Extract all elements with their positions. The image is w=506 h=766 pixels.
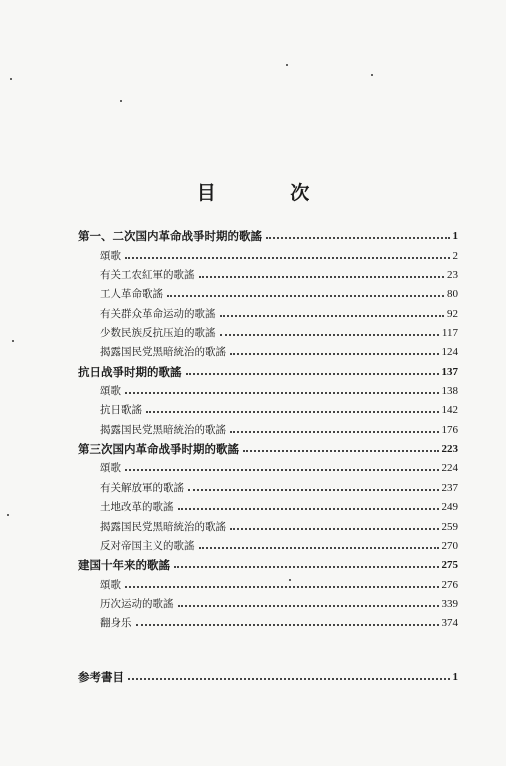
toc-entry-page: 339 <box>441 597 458 610</box>
toc-entry-page: 259 <box>441 520 458 533</box>
toc-subsection-entry[interactable] <box>78 534 458 553</box>
toc-entry-label: 反对帝国主义的歌謠 <box>100 539 195 552</box>
dot-leader <box>128 678 450 680</box>
toc-section-entry[interactable] <box>78 553 458 572</box>
toc-section-entry[interactable] <box>78 224 458 243</box>
toc-section-entry[interactable] <box>78 437 458 456</box>
dot-leader <box>230 353 439 355</box>
dot-leader <box>220 315 445 317</box>
toc-entry-label: 頌歌 <box>100 249 121 262</box>
toc-entry-page: 275 <box>441 559 458 572</box>
toc-subsection-entry[interactable] <box>78 321 458 340</box>
toc-entry-page: 1 <box>452 671 458 684</box>
toc-entry-label: 頌歌 <box>100 578 121 591</box>
dot-leader <box>125 469 439 471</box>
dot-leader <box>125 392 439 394</box>
toc-entry-label: 抗日歌謠 <box>100 404 142 417</box>
toc-subsection-entry[interactable] <box>78 398 458 417</box>
toc-subsection-entry[interactable] <box>78 495 458 514</box>
toc-entry-label: 揭露国民党黑暗統治的歌謠 <box>100 423 226 436</box>
toc-subsection-entry[interactable] <box>78 592 458 611</box>
dot-leader <box>136 624 439 626</box>
toc-subsection-entry[interactable] <box>78 340 458 359</box>
dot-leader <box>199 276 445 278</box>
toc-entry-label: 揭露国民党黑暗統治的歌謠 <box>100 346 226 359</box>
toc-entry-label: 有关解放軍的歌謠 <box>100 481 184 494</box>
toc-entry-page: 237 <box>441 481 458 494</box>
toc-entry-label: 少数民族反抗压迫的歌謠 <box>100 327 216 340</box>
toc-entry-label: 工人革命歌謠 <box>100 288 163 301</box>
toc-entry-label: 建国十年来的歌謠 <box>78 558 170 573</box>
references-entry[interactable] <box>78 665 458 684</box>
toc-subsection-entry[interactable] <box>78 263 458 282</box>
toc-entry-page: 124 <box>441 346 458 359</box>
toc-entry-label: 第三次国内革命战爭时期的歌謠 <box>78 442 239 457</box>
toc-entry-label: 有关工农紅軍的歌謠 <box>100 269 195 282</box>
toc-subsection-entry[interactable] <box>78 456 458 475</box>
toc-entry-label: 揭露国民党黑暗統治的歌謠 <box>100 520 226 533</box>
dot-leader <box>146 411 439 413</box>
toc-entry-page: 23 <box>447 269 458 282</box>
toc-entry-page: 142 <box>441 404 458 417</box>
dot-leader <box>230 431 439 433</box>
toc-subsection-entry[interactable] <box>78 417 458 436</box>
scan-speck <box>120 100 122 102</box>
toc-entry-page: 2 <box>452 249 458 262</box>
dot-leader <box>220 334 439 336</box>
dot-leader <box>230 528 439 530</box>
scan-speck <box>7 514 9 516</box>
toc-entry-page: 92 <box>447 307 458 320</box>
dot-leader <box>266 237 450 239</box>
toc-subsection-entry[interactable] <box>78 243 458 262</box>
table-of-contents <box>78 224 458 630</box>
toc-entry-label: 历次运动的歌謠 <box>100 597 174 610</box>
dot-leader <box>243 450 439 452</box>
dot-leader <box>174 566 439 568</box>
toc-entry-page: 249 <box>441 501 458 514</box>
toc-entry-page: 374 <box>441 617 458 630</box>
dot-leader <box>178 508 439 510</box>
toc-entry-label: 参考書目 <box>78 670 124 685</box>
toc-entry-page: 224 <box>441 462 458 475</box>
dot-leader <box>199 547 439 549</box>
toc-subsection-entry[interactable] <box>78 475 458 494</box>
toc-entry-page: 270 <box>441 539 458 552</box>
page-title: 目 次 <box>196 182 344 204</box>
dot-leader <box>178 605 439 607</box>
toc-entry-label: 有关群众革命运动的歌謠 <box>100 307 216 320</box>
toc-subsection-entry[interactable] <box>78 572 458 591</box>
toc-entry-page: 276 <box>441 578 458 591</box>
toc-subsection-entry[interactable] <box>78 282 458 301</box>
toc-entry-page: 80 <box>447 288 458 301</box>
scan-speck <box>10 78 12 80</box>
toc-entry-page: 117 <box>441 327 458 340</box>
dot-leader <box>186 373 439 375</box>
dot-leader <box>125 257 450 259</box>
toc-entry-label: 第一、二次国内革命战爭时期的歌謠 <box>78 229 262 244</box>
toc-entry-label: 翻身乐 <box>100 617 132 630</box>
toc-subsection-entry[interactable] <box>78 301 458 320</box>
toc-entry-page: 176 <box>441 423 458 436</box>
toc-entry-page: 1 <box>452 230 458 243</box>
scan-speck <box>12 340 14 342</box>
toc-entry-label: 抗日战爭时期的歌謠 <box>78 364 182 379</box>
toc-subsection-entry[interactable] <box>78 611 458 630</box>
toc-entry-page: 223 <box>441 443 458 456</box>
scan-speck <box>371 74 373 76</box>
scan-speck <box>286 64 288 66</box>
toc-section-entry[interactable] <box>78 359 458 378</box>
dot-leader <box>125 586 439 588</box>
toc-entry-label: 頌歌 <box>100 385 121 398</box>
toc-entry-page: 138 <box>441 385 458 398</box>
toc-entry-label: 土地改革的歌謠 <box>100 501 174 514</box>
scan-speck <box>289 579 291 581</box>
toc-entry-page: 137 <box>441 365 458 378</box>
dot-leader <box>188 489 439 491</box>
toc-subsection-entry[interactable] <box>78 514 458 533</box>
toc-entry-label: 頌歌 <box>100 462 121 475</box>
dot-leader <box>167 295 444 297</box>
toc-subsection-entry[interactable] <box>78 379 458 398</box>
